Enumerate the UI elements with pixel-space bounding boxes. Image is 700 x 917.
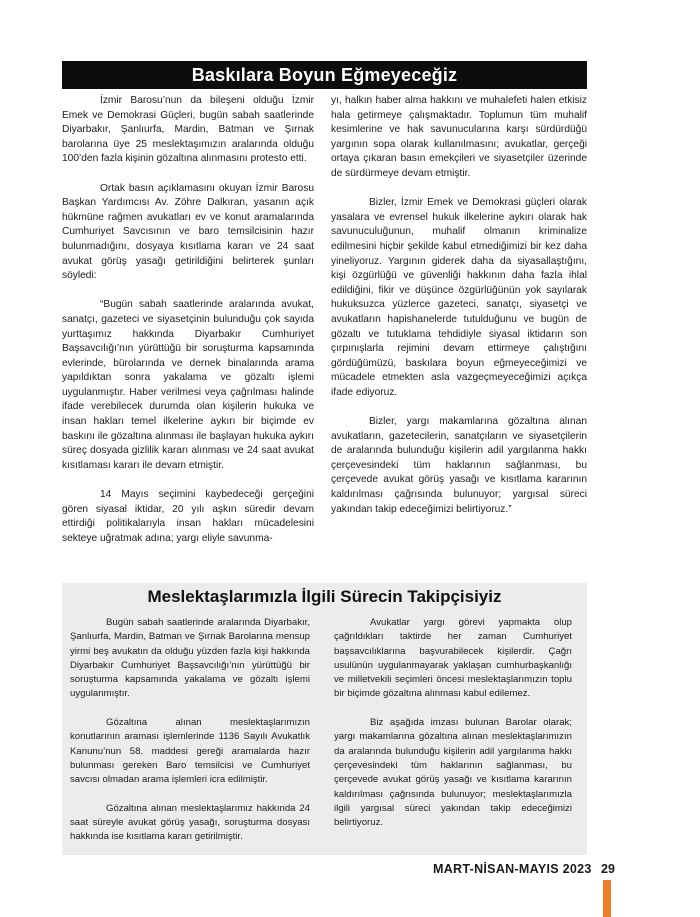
box-paragraph: Gözaltına alınan meslektaşlarımızın konutlarının araması işlemlerinde 1136 Sayılı Avukatlık Kanunu’nun 58. maddesi gereği aramalarda hazır bulunması gereken Baro temsilcisi ve Cumhuriyet savcısı olmadan arama işlemleri icra edilmiştir. bbox=[70, 717, 310, 786]
box-title: Meslektaşlarımızla İlgili Sürecin Takipçisiyiz bbox=[147, 587, 502, 606]
box-right-column bbox=[334, 616, 572, 845]
article-title-bar bbox=[62, 61, 587, 89]
article-paragraph: 14 Mayıs seçimini kaybedeceği gerçeğini gören siyasal iktidar, 20 yılı aşkın süredir devam ettirdiği politikalarıyla insan hakları mücadelesini sekteye uğratmak adına; yargı eliyle savunma- bbox=[62, 489, 314, 544]
article-paragraph: Ortak basın açıklamasını okuyan İzmir Barosu Başkan Yardımcısı Av. Zöhre Dalkıran, yasanın açık hükmüne rağmen avukatları ev ve konut aramalarında Cumhuriyet Savcısının ve baro temsilcisinin hazır bulunmadığını, dosyaya kısıtlama kararı ve 24 saat avukat görüş yasağı getirildiğini belirterek şunları söyledi: bbox=[62, 182, 314, 282]
box-paragraph: Bugün sabah saatlerinde aralarında Diyarbakır, Şanlıurfa, Mardin, Batman ve Şırnak Barolarına mensup yirmi beş avukatın da olduğu yüzden fazla kişi hakkında Diyarbakır Cumhuriyet Başsavcılığı’nın yürüttüğü bir soruşturma kapsamında yakalama ve gözaltı işlemi uygulanmıştır. bbox=[70, 617, 310, 700]
article-paragraph: Bizler, yargı makamlarına gözaltına alınan avukatların, gazetecilerin, sanatçıların ve siyasetçilerin de aralarında bulunduğu kişilerin adil yargılanma hakkı çerçevesindeki tüm haklarının sağlanması, bu çerçevede avukat görüş yasağı ve kısıtlama kararının kaldırılması çağrısında bulunuyor; yargısal süreci yakından takip edeceğimizi belirtiyoruz.” bbox=[331, 416, 587, 515]
box-left-column bbox=[70, 616, 310, 859]
box-paragraph: Gözaltına alınan meslektaşlarımız hakkında 24 saat süreyle avukat görüş yasağı, soruşturma dosyası hakkında ise kısıtlama kararı getirilmiştir. bbox=[70, 802, 310, 843]
box-paragraph: Avukatlar yargı görevi yapmakta olup çağrıldıkları taktirde her zaman Cumhuriyet başsavcılıklarına başvurabilecek kişilerdir. Çağrı usulünün uygulanmayarak yaklaşan cumhurbaşkanlığı ve milletvekili seçimleri öncesi meslektaşlarımızın toplu bir biçimde gözaltına alınması kabul edilemez. bbox=[334, 617, 572, 700]
box-paragraph: Biz aşağıda imzası bulunan Barolar olarak; yargı makamlarına gözaltına alınan meslektaşlarımızın da aralarında bulunduğu kişilerin adil yargılanma hakkı çerçevesindeki tüm haklarının sağlanması, bu çerçevede avukat görüş yasağı ve kısıtlama kararının kaldırılması çağrısında bulunuyor; meslektaşlarımızla ilgili yargısal süreci yakından takip edeceğimizi belirtiyoruz. bbox=[334, 717, 572, 829]
article-paragraph: İzmir Barosu’nun da bileşeni olduğu İzmir Emek ve Demokrasi Güçleri, bugün sabah saatlerinde Diyarbakır, Şanlıurfa, Mardin, Batman ve Şırnak barolarına üye 25 meslektaşımızın aralarında olduğu 100’den fazla kişinin gözaltına alınmasını protesto etti. bbox=[62, 95, 314, 165]
article-left-column bbox=[62, 94, 314, 561]
page-number: 29 bbox=[601, 862, 615, 876]
page-accent-bar bbox=[603, 880, 611, 917]
article-title: Baskılara Boyun Eğmeyeceğiz bbox=[191, 64, 458, 85]
article-right-column bbox=[331, 94, 587, 532]
article-paragraph: Bizler, İzmir Emek ve Demokrasi güçleri olarak yasalara ve evrensel hukuk ilkelerine aykırı olarak hak savunuculuğunun, muhalif olmanın kriminalize edilmesini hiçbir şekilde kabul etmediğimizi bir kez daha yineliyoruz. Yargının giderek daha da siyasallaştığını, kişi özgürlüğü ve güvenliği hakkının daha fazla ihlal edildiğini, fikir ve düşünce özgürlüğünün yok sayılarak hukuksuzca yüzlerce gazeteci, sanatçı, siyasetçi ve avukatların hapishanelerde tutulduğunu ve bugün de gözaltı ve tutuklama tehdidiyle siyasal iktidarın son çırpınışlarla rejimini devam ettirmeye çalıştığını gördüğümüzü, baskılara boyun eğmeyeceğimizi ve mücadele etmekten asla vazgeçmeyeceğimizi açıkça ifade ediyoruz. bbox=[331, 197, 587, 398]
statement-box bbox=[62, 583, 587, 855]
issue-label: MART-NİSAN-MAYIS 2023 bbox=[433, 862, 592, 876]
article-paragraph-continued: yı, halkın haber alma hakkını ve muhalefeti halen etkisiz hala getirmeye çalışmaktadır. Toplumun tüm muhalif kesimlerine ve hak savunucularına karşı sürdürdüğü yargının sopa olarak kullanılmasını; avukatlar, gerçeği ortaya çıkaran basın emekçileri ve siyasetçiler üzerinde de sürdürmeye devam etmiştir. bbox=[331, 95, 587, 179]
article-paragraph: “Bugün sabah saatlerinde aralarında avukat, sanatçı, gazeteci ve siyasetçinin bulunduğu çok sayıda yurttaşımız hakkında Diyarbakır Cumhuriyet Başsavcılığı’nın yürüttüğü bir soruşturma kapsamında evlerinde, bürolarında ve dernek binalarında arama yapıldıktan sonra yakalama ve gözaltı işlemi uygulanmıştır. Haber verilmesi veya çağrılması halinde ifade verebilecek durumda olan kişilerin hukuka ve insan hakları temel ilkelerine aykırı bir biçimde ev baskını ile gözaltına alınması ile başlayan hukuka aykırı süreç dosyada gizlilik kararı alınması ve 24 saat avukat kısıtlaması kararı ile devam etmiştir. bbox=[62, 299, 314, 471]
